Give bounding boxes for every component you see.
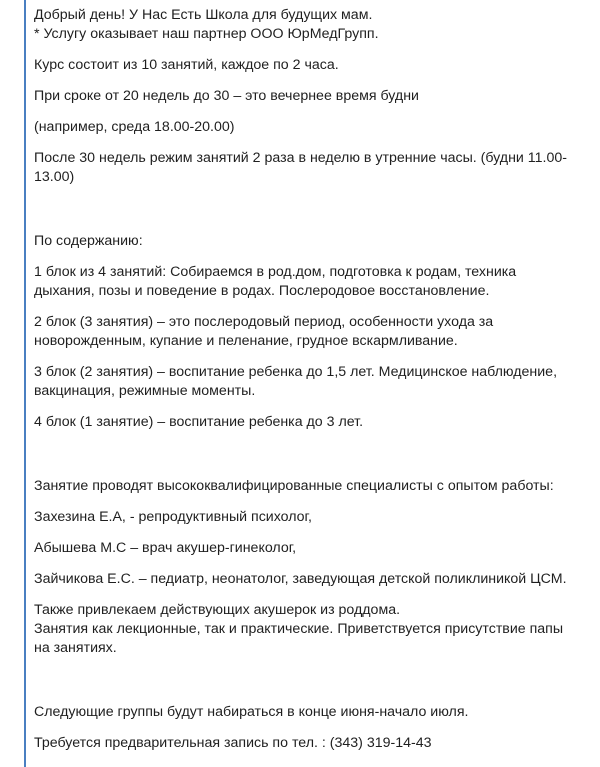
block-1 xyxy=(34,263,586,301)
message-body xyxy=(34,6,586,753)
format-line: на занятиях. xyxy=(34,640,117,656)
block-line: 1 блок из 4 занятий: Собираемся в род.дом, подготовка к родам, техника xyxy=(34,264,517,280)
quote-bar xyxy=(24,0,26,767)
next-groups-note: Следующие группы будут набираться в конце июня-начало июля. xyxy=(34,704,469,720)
format-info xyxy=(34,601,586,658)
block-line: дыхания, позы и поведение в родах. Послеродовое восстановление. xyxy=(34,283,490,299)
block-4: 4 блок (1 занятие) – воспитание ребенка до 3 лет. xyxy=(34,414,364,430)
content-heading: По содержанию: xyxy=(34,233,143,249)
schedule-morning xyxy=(34,149,586,187)
block-2 xyxy=(34,313,586,351)
specialist-item: Зайчикова Е.С. – педиатр, неонатолог, заведующая детской поликлиникой ЦСМ. xyxy=(34,571,567,587)
schedule-evening: При сроке от 20 недель до 30 – это вечернее время будни xyxy=(34,88,419,104)
schedule-morning-line: 13.00) xyxy=(34,169,75,185)
block-line: 3 блок (2 занятия) – воспитание ребенка до 1,5 лет. Медицинское наблюдение, xyxy=(34,364,558,380)
specialist-item: Захезина Е.А, - репродуктивный психолог, xyxy=(34,509,312,525)
specialist-item: Абышева М.С – врач акушер-гинеколог, xyxy=(34,540,297,556)
course-info: Курс состоит из 10 занятий, каждое по 2 часа. xyxy=(34,57,339,73)
greeting-text: Добрый день! У Нас Есть Школа для будущих мам. xyxy=(34,7,373,23)
block-3 xyxy=(34,363,586,401)
format-line: Занятия как лекционные, так и практические. Приветствуется присутствие папы xyxy=(34,621,564,637)
block-line: вакцинация, режимные моменты. xyxy=(34,383,256,399)
specialists-heading: Занятие проводят высококвалифицированные специалисты с опытом работы: xyxy=(34,478,554,494)
schedule-example: (например, среда 18.00-20.00) xyxy=(34,119,235,135)
partner-note: * Услугу оказывает наш партнер ООО ЮрМедГрупп. xyxy=(34,26,379,42)
midwives-note: Также привлекаем действующих акушерок из роддома. xyxy=(34,602,401,618)
schedule-morning-line: После 30 недель режим занятий 2 раза в неделю в утренние часы. (будни 11.00- xyxy=(34,150,567,166)
registration-note: Требуется предварительная запись по тел. : (343) 319-14-43 xyxy=(34,735,432,751)
block-line: 2 блок (3 занятия) – это послеродовый период, особенности ухода за xyxy=(34,314,494,330)
block-line: новорожденным, купание и пеленание, грудное вскармливание. xyxy=(34,333,458,349)
